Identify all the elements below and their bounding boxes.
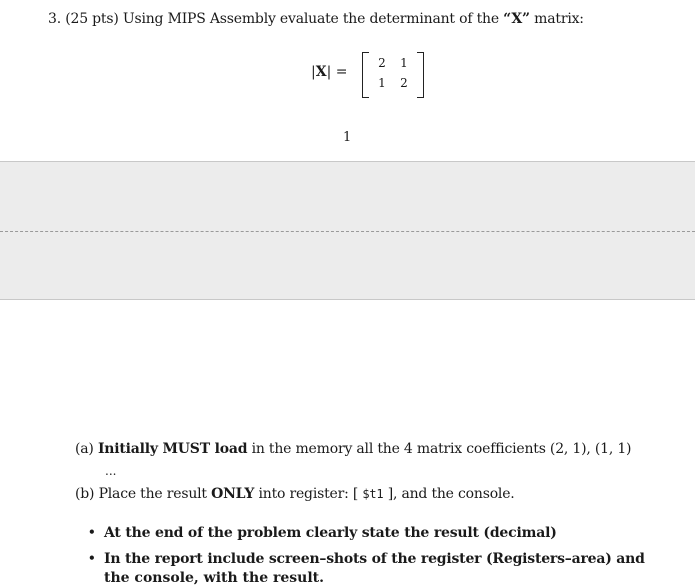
item-b: (b) Place the result ONLY into register: [ $t1 ], and the console. [75, 486, 515, 502]
item-a [75, 441, 631, 457]
item-a-text: in the memory all the 4 matrix coefficients (2, 1), (1, 1) [247, 441, 632, 457]
page-gap [0, 232, 695, 300]
matrix [362, 52, 424, 98]
register-name: $t1 [362, 487, 384, 501]
matrix-name: “X” [503, 11, 530, 27]
page-top [0, 0, 695, 161]
page-gap [0, 161, 695, 232]
bullet-icon: • [88, 525, 96, 539]
item-a-label: (a) [75, 441, 94, 457]
bullet-report-continuation: the console, with the result. [104, 570, 324, 586]
left-bracket [362, 52, 369, 98]
problem-text-end: matrix: [529, 11, 584, 27]
matrix-cell: 2 [400, 76, 408, 90]
matrix-symbol: X [315, 64, 327, 80]
equation-lhs: |X| = [311, 64, 348, 80]
matrix-cell: 2 [378, 56, 386, 70]
page-number: 1 [343, 130, 352, 145]
right-bracket [417, 52, 424, 98]
matrix-cell: 1 [378, 76, 386, 90]
item-a-continuation: ... [105, 464, 117, 478]
item-a-bold: Initially MUST load [97, 441, 248, 457]
problem-number: 3. [48, 11, 61, 27]
problem-statement [48, 11, 584, 27]
problem-text: Using MIPS Assembly evaluate the determinant of the [122, 11, 504, 27]
matrix-cell: 1 [400, 56, 408, 70]
item-b-bold: ONLY [211, 486, 255, 502]
problem-points: (25 pts) [65, 11, 119, 27]
item-b-label: (b) [75, 486, 95, 502]
bullet-icon: • [88, 551, 96, 565]
